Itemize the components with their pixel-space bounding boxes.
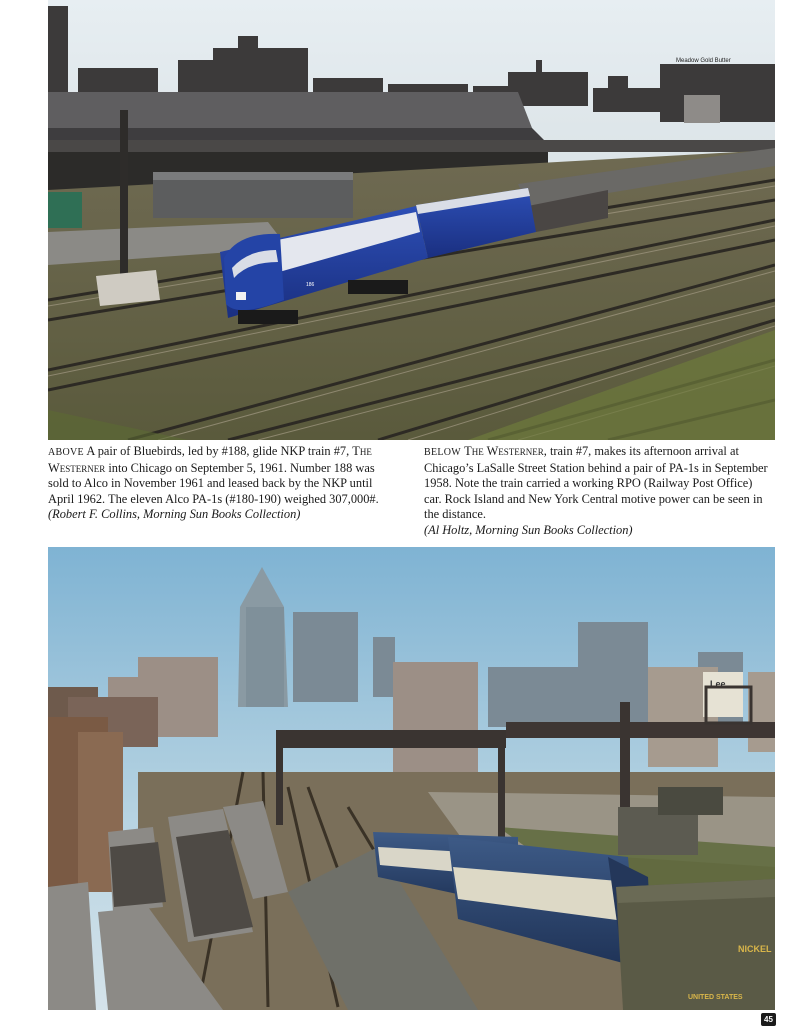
locomotive-number: 186 [306, 282, 315, 288]
caption-left-text-1: A pair of Bluebirds, led by #188, glide NKP train #7, [86, 444, 350, 458]
caption-right-text-1: , train #7, makes its afternoon arrival at Chicago’s LaSalle Street Station behind a pair of PA-1s in September 1958. Note the train carried a working RPO (Railway Post Office) car. Rock Island and New York Central motive power can be seen in the distance. [424, 444, 768, 521]
caption-left-text-2: into Chicago on September 5, 1961. Number 188 was sold to Alco in November 1961 and leased back by the NKP until April 1962. The eleven Alco PA-1s (#180-190) weighed 307,000#. [48, 460, 379, 506]
bottom-photo-lasalle-street-station [48, 547, 775, 1010]
caption-left-train-name: The Westerner [48, 444, 372, 475]
caption-right-train-name: The Westerner [464, 444, 544, 458]
top-photo-nkp-bluebirds [48, 0, 775, 440]
caption-lead-below: BELOW [424, 447, 462, 458]
billboard-text: Meadow Gold Butter [676, 58, 731, 64]
caption-below [424, 444, 769, 538]
caption-right-credit: (Al Holtz, Morning Sun Books Collection) [424, 522, 633, 537]
caption-lead-above: ABOVE [48, 447, 84, 458]
caption-left-credit: (Robert F. Collins, Morning Sun Books Collection) [48, 507, 301, 521]
car-lettering: NICKEL [738, 944, 772, 954]
billboard-sign-text: Lee [710, 679, 726, 689]
page-number-badge: 45 [761, 1013, 776, 1026]
caption-above [48, 444, 393, 523]
rpo-lettering: UNITED STATES [688, 994, 743, 1001]
